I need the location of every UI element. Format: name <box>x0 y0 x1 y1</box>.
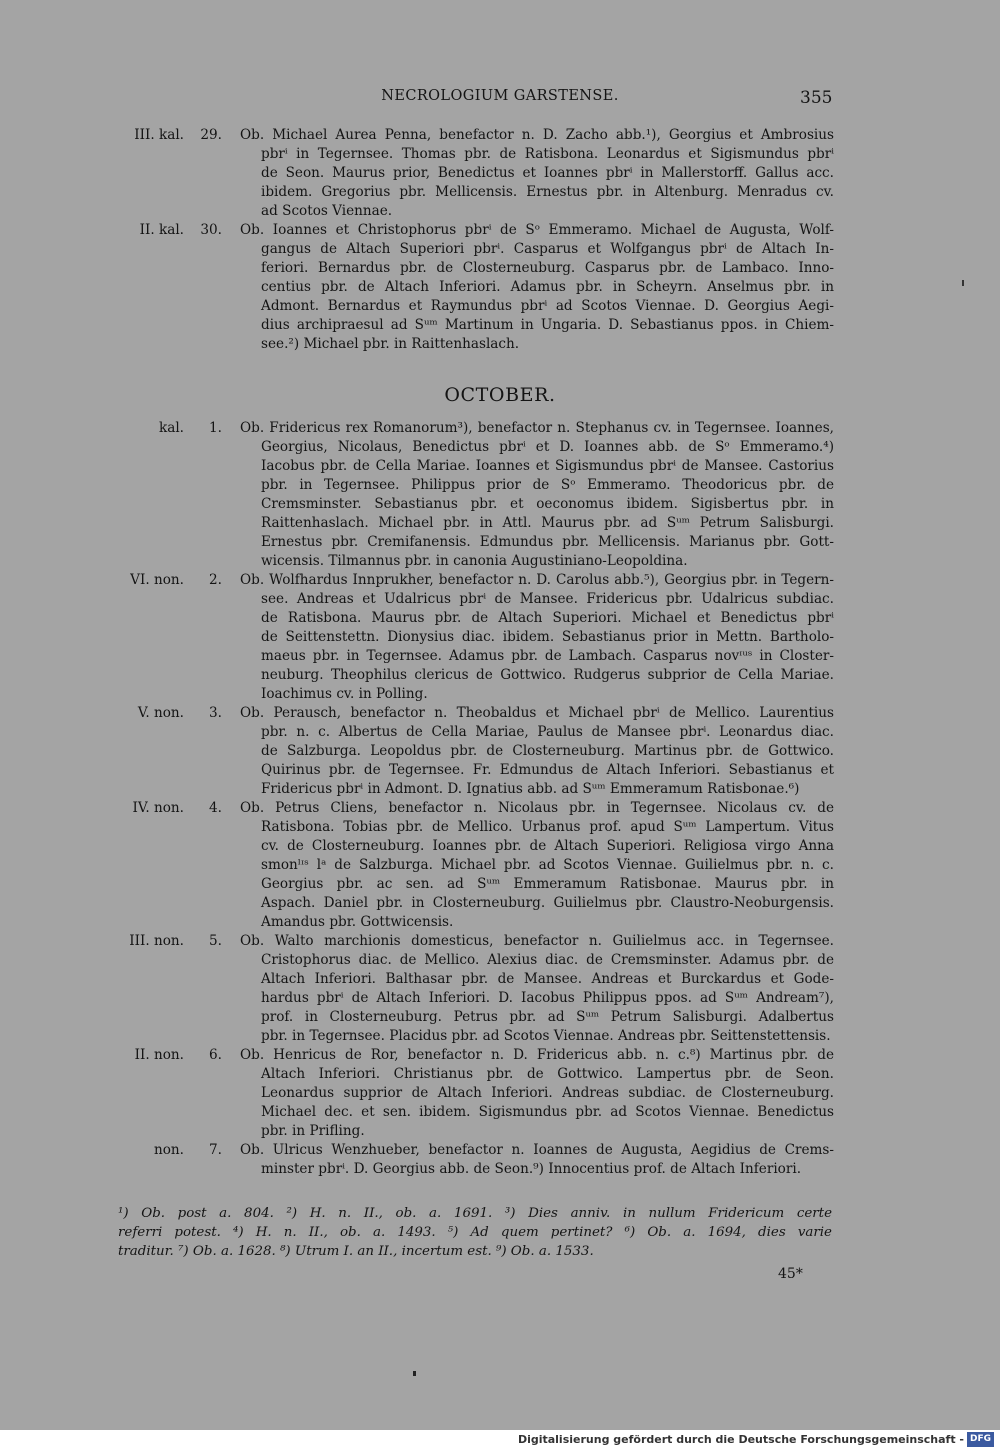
necrology-entry <box>0 704 1000 799</box>
entry-day: non. <box>153 1142 184 1158</box>
dfg-logo: DFG <box>967 1432 994 1447</box>
entry-number: 2. <box>209 572 222 588</box>
september-entries <box>0 126 1000 354</box>
entry-line: Cristophorus diac. de Mellico. Alexius diac. de Cremsminster. Adamus pbr. de <box>261 952 834 968</box>
entry-line: see. Andreas et Udalricus pbrⁱ de Mansee. Fridericus pbr. Udalricus subdiac. <box>261 591 834 607</box>
necrology-entry <box>0 799 1000 932</box>
entry-day: VI. non. <box>130 572 184 588</box>
entry-line: Altach Inferiori. Christianus pbr. de Gottwico. Lampertus pbr. de Seon. <box>261 1066 834 1082</box>
footnote-line: ¹) Ob. post a. 804. ²) H. n. II., ob. a. 1691. ³) Dies anniv. in nullum Fridericum certe <box>118 1206 832 1221</box>
october-entries <box>0 419 1000 1179</box>
entry-line: Cremsminster. Sebastianus pbr. et oeconomus ibidem. Sigisbertus pbr. in <box>261 496 834 512</box>
signature-mark: 45* <box>778 1266 803 1282</box>
entry-line: Michael dec. et sen. ibidem. Sigismundus pbr. ad Scotos Viennae. Benedictus <box>261 1104 834 1120</box>
entry-line: Fridericus pbrⁱ in Admont. D. Ignatius abb. ad Sᵘᵐ Emmeramum Ratisbonae.⁶) <box>261 781 800 797</box>
necrology-entry <box>0 221 1000 354</box>
entry-number: 6. <box>209 1047 222 1063</box>
entry-line: de Ratisbona. Maurus pbr. de Altach Superiori. Michael et Benedictus pbrⁱ <box>261 610 834 626</box>
footnotes <box>118 1204 832 1261</box>
entry-line: Leonardus supprior de Altach Inferiori. Andreas subdiac. de Closterneuburg. <box>261 1085 834 1101</box>
entry-number: 3. <box>209 705 222 721</box>
necrology-entry <box>0 1141 1000 1179</box>
entry-number: 5. <box>209 933 222 949</box>
page-number: 355 <box>800 88 833 108</box>
necrology-entry <box>0 571 1000 704</box>
entry-day: V. non. <box>137 705 184 721</box>
entry-line: gangus de Altach Superiori pbrⁱ. Casparus et Wolfgangus pbrⁱ de Altach In- <box>261 241 834 257</box>
entry-line: Ob. Fridericus rex Romanorum³), benefactor n. Stephanus cv. in Tegernsee. Ioannes, <box>240 420 834 436</box>
entry-line: Aspach. Daniel pbr. in Closterneuburg. Guilielmus pbr. Claustro-Neoburgensis. <box>261 895 834 911</box>
entry-text <box>240 932 834 1046</box>
entry-number: 7. <box>209 1142 222 1158</box>
month-heading: OCTOBER. <box>444 384 556 406</box>
entry-line: ibidem. Gregorius pbr. Mellicensis. Ernestus pbr. in Altenburg. Menradus cv. <box>261 184 834 200</box>
entry-text <box>240 1141 834 1179</box>
entry-line: de Seittenstettn. Dionysius diac. ibidem. Sebastianus prior in Mettn. Bartholo- <box>261 629 834 645</box>
entry-line: Ob. Walto marchionis domesticus, benefactor n. Guilielmus acc. in Tegernsee. <box>240 933 834 949</box>
entry-day: II. non. <box>134 1047 184 1063</box>
entry-day: II. kal. <box>139 222 184 238</box>
entry-line: Iacobus pbr. de Cella Mariae. Ioannes et Sigismundus pbrⁱ de Mansee. Castorius <box>261 458 834 474</box>
entry-line: Admont. Bernardus et Raymundus pbrⁱ ad Scotos Viennae. D. Georgius Aegi- <box>261 298 834 314</box>
entry-text <box>240 704 834 799</box>
entry-line: Ob. Ulricus Wenzhueber, benefactor n. Ioannes de Augusta, Aegidius de Crems- <box>240 1142 834 1158</box>
entry-day: IV. non. <box>132 800 184 816</box>
entry-line: Ob. Ioannes et Christophorus pbrⁱ de Sᵒ Emmeramo. Michael de Augusta, Wolf- <box>240 222 834 238</box>
entry-text <box>240 221 834 354</box>
entry-number: 4. <box>209 800 222 816</box>
entry-line: feriori. Bernardus pbr. de Closterneuburg. Casparus pbr. de Lambaco. Inno- <box>261 260 834 276</box>
entry-day: III. non. <box>129 933 184 949</box>
running-title: NECROLOGIUM GARSTENSE. <box>381 88 619 104</box>
footnote-line: traditur. ⁷) Ob. a. 1628. ⁸) Utrum I. an II., incertum est. ⁹) Ob. a. 1533. <box>118 1244 594 1259</box>
necrology-entry <box>0 932 1000 1046</box>
entry-line: pbr. in Tegernsee. Placidus pbr. ad Scotos Viennae. Andreas pbr. Seittenstettensis. <box>261 1028 831 1044</box>
entry-line: maeus pbr. in Tegernsee. Adamus pbr. de Lambach. Casparus novᶦᵘˢ in Closter- <box>261 648 834 664</box>
entry-line: Ratisbona. Tobias pbr. de Mellico. Urbanus prof. apud Sᵘᵐ Lampertum. Vitus <box>261 819 834 835</box>
scan-speck <box>413 1371 416 1376</box>
entry-line: centius pbr. de Altach Inferiori. Adamus pbr. in Scheyrn. Anselmus pbr. in <box>261 279 834 295</box>
entry-line: Altach Inferiori. Balthasar pbr. de Mansee. Andreas et Burckardus et Gode- <box>261 971 834 987</box>
entry-text <box>240 419 834 571</box>
entry-line: Raittenhaslach. Michael pbr. in Attl. Maurus pbr. ad Sᵘᵐ Petrum Salisburgi. <box>261 515 834 531</box>
funding-note: Digitalisierung gefördert durch die Deutsche Forschungsgemeinschaft - <box>517 1433 964 1446</box>
entry-number: 30. <box>200 222 222 238</box>
necrology-entry <box>0 126 1000 221</box>
necrology-entry <box>0 1046 1000 1141</box>
entry-text <box>240 126 834 221</box>
entry-line: Ioachimus cv. in Polling. <box>261 686 428 702</box>
footer-bar <box>0 1430 1000 1451</box>
entry-line: dius archipraesul ad Sᵘᵐ Martinum in Ungaria. D. Sebastianus ppos. in Chiem- <box>261 317 834 333</box>
entry-line: wicensis. Tilmannus pbr. in canonia Augustiniano-Leopoldina. <box>261 553 688 569</box>
scan-speck <box>962 280 964 286</box>
entry-line: prof. in Closterneuburg. Petrus pbr. ad Sᵘᵐ Petrum Salisburgi. Adalbertus <box>261 1009 834 1025</box>
entry-line: Ernestus pbr. Cremifanensis. Edmundus pbr. Mellicensis. Marianus pbr. Gott- <box>261 534 834 550</box>
entry-line: see.²) Michael pbr. in Raittenhaslach. <box>261 336 520 352</box>
entry-line: pbrⁱ in Tegernsee. Thomas pbr. de Ratisbona. Leonardus et Sigismundus pbrⁱ <box>261 146 834 162</box>
entry-line: de Seon. Maurus prior, Benedictus et Ioannes pbrⁱ in Mallerstorff. Gallus acc. <box>261 165 834 181</box>
entry-day: III. kal. <box>134 127 184 143</box>
entry-line: Ob. Michael Aurea Penna, benefactor n. D. Zacho abb.¹), Georgius et Ambrosius <box>240 127 834 143</box>
entry-line: minster pbrⁱ. D. Georgius abb. de Seon.⁹) Innocentius prof. de Altach Inferiori. <box>261 1161 802 1177</box>
entry-line: Ob. Wolfhardus Innprukher, benefactor n. D. Carolus abb.⁵), Georgius pbr. in Tegern- <box>240 572 834 588</box>
entry-text <box>240 571 834 704</box>
entry-line: cv. de Closterneuburg. Ioannes pbr. de Altach Superiori. Religiosa virgo Anna <box>261 838 834 854</box>
entry-text <box>240 1046 834 1141</box>
entry-line: hardus pbrⁱ de Altach Inferiori. D. Iacobus Philippus ppos. ad Sᵘᵐ Andream⁷), <box>261 990 834 1006</box>
entry-line: Georgius, Nicolaus, Benedictus pbrⁱ et D. Ioannes abb. de Sᵒ Emmeramo.⁴) <box>261 439 834 455</box>
entry-number: 29. <box>200 127 222 143</box>
entry-line: pbr. in Tegernsee. Philippus prior de Sᵒ Emmeramo. Theodoricus pbr. de <box>261 477 834 493</box>
entry-line: neuburg. Theophilus clericus de Gottwico. Rudgerus subprior de Cella Mariae. <box>261 667 834 683</box>
necrology-entry <box>0 419 1000 571</box>
entry-line: Quirinus pbr. de Tegernsee. Fr. Edmundus de Altach Inferiori. Sebastianus et <box>261 762 834 778</box>
entry-line: Ob. Perausch, benefactor n. Theobaldus et Michael pbrⁱ de Mellico. Laurentius <box>240 705 834 721</box>
entry-line: Amandus pbr. Gottwicensis. <box>261 914 454 930</box>
entry-line: Ob. Henricus de Ror, benefactor n. D. Fridericus abb. n. c.⁸) Martinus pbr. de <box>240 1047 834 1063</box>
entry-line: pbr. in Prifling. <box>261 1123 365 1139</box>
entry-line: Georgius pbr. ac sen. ad Sᵘᵐ Emmeramum Ratisbonae. Maurus pbr. in <box>261 876 834 892</box>
footnote-line: referri potest. ⁴) H. n. II., ob. a. 1493. ⁵) Ad quem pertinet? ⁶) Ob. a. 1694, dies varie <box>118 1225 832 1240</box>
entry-number: 1. <box>209 420 222 436</box>
entry-text <box>240 799 834 932</box>
entry-line: smonˡᶦˢ lᵃ de Salzburga. Michael pbr. ad Scotos Viennae. Guilielmus pbr. n. c. <box>261 857 834 873</box>
entry-day: kal. <box>158 420 184 436</box>
entry-line: de Salzburga. Leopoldus pbr. de Closterneuburg. Martinus pbr. de Gottwico. <box>261 743 834 759</box>
entry-line: Ob. Petrus Cliens, benefactor n. Nicolaus pbr. in Tegernsee. Nicolaus cv. de <box>240 800 834 816</box>
entry-line: ad Scotos Viennae. <box>261 203 393 219</box>
entry-line: pbr. n. c. Albertus de Cella Mariae, Paulus de Mansee pbrⁱ. Leonardus diac. <box>261 724 834 740</box>
